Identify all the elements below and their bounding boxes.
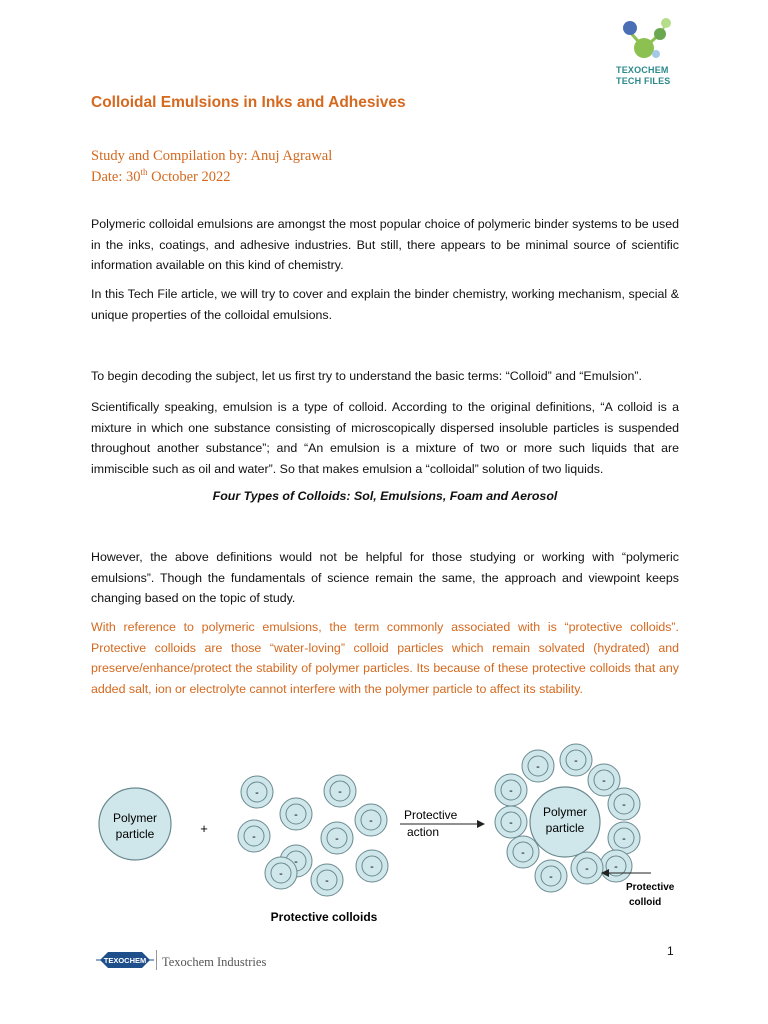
- minus-sign: -: [509, 785, 513, 797]
- bound-colloid: [571, 852, 603, 884]
- free-colloid: [265, 857, 297, 889]
- bound-colloid: [608, 788, 640, 820]
- free-colloid: [311, 864, 343, 896]
- minus-sign: -: [585, 863, 589, 875]
- pointer-label-2: colloid: [629, 897, 662, 908]
- paragraph-basic-terms: To begin decoding the subject, let us first try to understand the basic terms: “Colloid” and “Emulsion”.: [91, 369, 642, 383]
- paragraph-protective-colloids: With reference to polymeric emulsions, the term commonly associated with is “protective colloids”. Protective colloids are those “water-loving” colloid particles which remain solvated (hydrated) and preserve/enhance/protect the stability of polymer particles. Its because of these protective colloids that any added salt, ion or electrolyte cannot interfere with the polymer particle to affect its stability.: [91, 620, 679, 696]
- page-number: 1: [667, 944, 674, 958]
- author-line: Study and Compilation by: Anuj Agrawal: [91, 148, 333, 164]
- paragraph-intro: Polymeric colloidal emulsions are amongst the most popular choice of polymeric binder systems to be used in the inks, coatings, and adhesive industries. But still, there appears to be minimal source of scientific information available on this kind of chemistry.: [91, 217, 679, 272]
- free-colloid: [241, 776, 273, 808]
- bound-colloid: [600, 850, 632, 882]
- protective-colloids-label: Protective colloids: [270, 910, 378, 924]
- polymer-particle-right: [530, 787, 600, 857]
- free-colloid: [324, 775, 356, 807]
- texochem-tech-files-logo: [606, 16, 698, 92]
- date-line: [91, 167, 231, 186]
- bound-colloid: [560, 744, 592, 776]
- minus-sign: -: [614, 861, 618, 873]
- date-prefix: Date: 30: [91, 168, 141, 185]
- minus-sign: -: [335, 833, 339, 845]
- figure-caption: Four Types of Colloids: Sol, Emulsions, Foam and Aerosol: [212, 489, 558, 503]
- minus-sign: -: [338, 786, 342, 798]
- logo-line-2: TECH FILES: [616, 76, 671, 86]
- polymer-particle-left: [99, 788, 171, 860]
- date-rest: October 2022: [147, 168, 231, 185]
- minus-sign: -: [294, 809, 298, 821]
- polymer-label-2: particle: [115, 827, 155, 841]
- footer-logo-text: TEXOCHEM: [103, 956, 147, 965]
- company-name: Texochem Industries: [162, 955, 267, 969]
- molecule-icon: [616, 16, 676, 64]
- logo-line-1: TEXOCHEM: [616, 65, 669, 75]
- plus-sign: +: [200, 821, 208, 836]
- paragraph-polymeric-emulsions: However, the above definitions would not be helpful for those studying or working with “polymeric emulsions”. Though the fundamentals of science remain the same, the approach and viewpoint keeps changing based on the topic of study.: [91, 550, 679, 605]
- minus-sign: -: [622, 833, 626, 845]
- arrow-label-1: Protective: [404, 808, 458, 822]
- footer-separator: [156, 950, 157, 970]
- date-suffix: th: [140, 167, 148, 177]
- paragraph-definitions: Scientifically speaking, emulsion is a type of colloid. According to the original definitions, “A colloid is a mixture in which one substance consisting of microscopically dispersed insoluble particles is suspended throughout another substance”; and “An emulsion is a mixture of two or more such liquids that are immiscible such as oil and water”. So that makes emulsion a “colloidal” solution of two liquids.: [91, 400, 679, 476]
- arrow-label-2: action: [407, 825, 440, 839]
- minus-sign: -: [370, 861, 374, 873]
- texochem-footer-logo: [96, 948, 154, 972]
- bound-colloid: [495, 774, 527, 806]
- free-colloid: [280, 798, 312, 830]
- minus-sign: -: [252, 831, 256, 843]
- paragraph-scope: In this Tech File article, we will try to cover and explain the binder chemistry, working mechanism, special & unique properties of the colloidal emulsions.: [91, 287, 679, 322]
- bound-colloid: [495, 806, 527, 838]
- free-colloids-group: [238, 775, 388, 896]
- pointer-label-1: Protective: [626, 882, 675, 893]
- minus-sign: -: [549, 871, 553, 883]
- minus-sign: -: [369, 815, 373, 827]
- result-label-1: Polymer: [542, 805, 588, 819]
- minus-sign: -: [325, 875, 329, 887]
- free-colloid: [238, 820, 270, 852]
- polymer-label-1: Polymer: [112, 811, 158, 825]
- logo-text: [616, 65, 671, 87]
- minus-sign: -: [279, 868, 283, 880]
- minus-sign: -: [574, 755, 578, 767]
- free-colloid: [321, 822, 353, 854]
- minus-sign: -: [536, 761, 540, 773]
- minus-sign: -: [622, 799, 626, 811]
- bound-colloid: [522, 750, 554, 782]
- minus-sign: -: [255, 787, 259, 799]
- minus-sign: -: [521, 847, 525, 859]
- minus-sign: -: [602, 775, 606, 787]
- protective-action-arrow: [400, 808, 485, 839]
- result-label-2: particle: [545, 821, 585, 835]
- free-colloid: [356, 850, 388, 882]
- minus-sign: -: [294, 856, 298, 868]
- protective-colloid-diagram: [91, 738, 691, 930]
- minus-sign: -: [509, 817, 513, 829]
- bound-colloid: [608, 822, 640, 854]
- document-title: Colloidal Emulsions in Inks and Adhesives: [91, 94, 406, 111]
- bound-colloid: [535, 860, 567, 892]
- free-colloid: [355, 804, 387, 836]
- bound-colloid: [507, 836, 539, 868]
